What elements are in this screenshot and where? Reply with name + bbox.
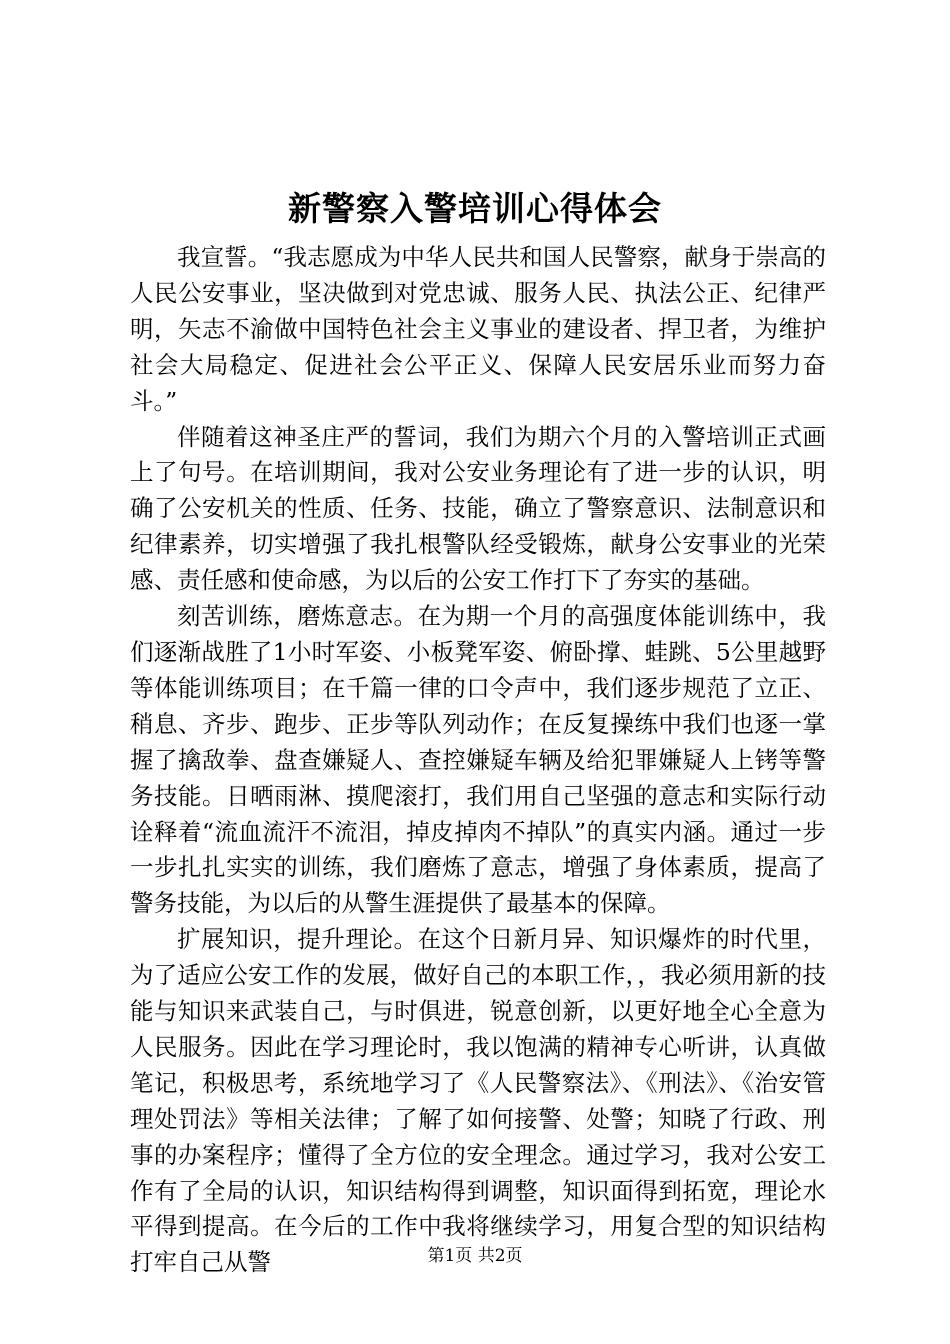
paragraph-training-summary: 伴随着这神圣庄严的誓词，我们为期六个月的入警培训正式画上了句号。在培训期间，我对公安业务理论有了进一步的认识，明确了公安机关的性质、任务、技能，确立了警察意识、法制意识和纪律素养，切实增强了我扎根警队经受锻炼，献身公安事业的光荣感、责任感和使命感，为以后的公安工作打下了夯实的基础。 [130, 422, 826, 595]
paragraph-physical-training: 刻苦训练，磨炼意志。在为期一个月的高强度体能训练中，我们逐渐战胜了1小时军姿、小板凳军姿、俯卧撑、蛙跳、5公里越野等体能训练项目；在千篇一律的口令声中，我们逐步规范了立正、稍息、齐步、跑步、正步等队列动作；在反复操练中我们也逐一掌握了擒敌拳、盘查嫌疑人、查控嫌疑车辆及给犯罪嫌疑人上铐等警务技能。日晒雨淋、摸爬滚打，我们用自己坚强的意志和实际行动诠释着“流血流汗不流泪，掉皮掉肉不掉队”的真实内涵。通过一步一步扎扎实实的训练，我们磨炼了意志，增强了身体素质，提高了警务技能，为以后的从警生涯提供了最基本的保障。 [130, 602, 826, 918]
document-title: 新警察入警培训心得体会 [288, 189, 662, 228]
paragraph-oath: 我宣誓。“我志愿成为中华人民共和国人民警察，献身于崇高的人民公安事业，坚决做到对党忠诚、服务人民、执法公正、纪律严明，矢志不渝做中国特色社会主义事业的建设者、捍卫者，为维护社会大局稳定、促进社会公平正义、保障人民安居乐业而努力奋斗。” [130, 243, 826, 415]
page-footer: 第1页 共2页 [427, 1246, 523, 1266]
paragraph-knowledge-theory: 扩展知识，提升理论。在这个日新月异、知识爆炸的时代里，为了适应公安工作的发展，做好自己的本职工作，，我必须用新的技能与知识来武装自己，与时俱进，锐意创新，以更好地全心全意为人民服务。因此在学习理论时，我以饱满的精神专心听讲，认真做笔记，积极思考，系统地学习了《人民警察法》、《刑法》、《治安管理处罚法》等相关法律；了解了如何接警、处警；知晓了行政、刑事的办案程序；懂得了全方位的安全理念。通过学习，我对公安工作有了全局的认识，知识结构得到调整，知识面得到拓宽，理论水平得到提高。在今后的工作中我将继续学习，用复合型的知识结构打牢自己从警 [130, 925, 826, 1277]
document-body [130, 240, 826, 1281]
